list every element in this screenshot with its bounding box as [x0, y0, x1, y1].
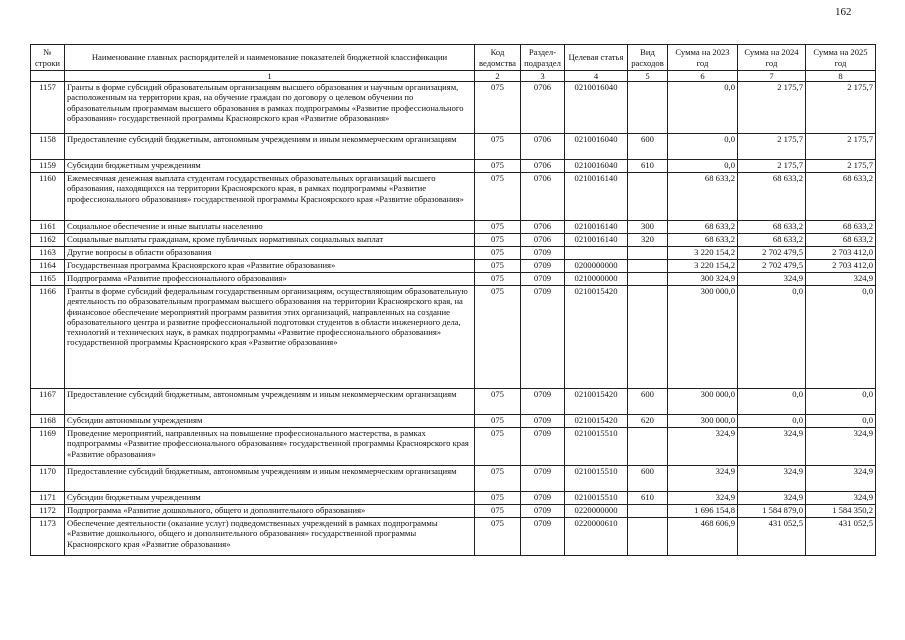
- row-sum-2023: 1 696 154,8: [668, 505, 738, 518]
- row-sum-2025: 324,9: [806, 466, 876, 492]
- row-target-item: 0210016040: [565, 134, 628, 160]
- row-section: 0706: [521, 234, 565, 247]
- row-sum-2023: 324,9: [668, 428, 738, 466]
- table-row: [31, 389, 876, 415]
- row-target-item: 0210016140: [565, 221, 628, 234]
- row-sum-2025: 431 052,5: [806, 518, 876, 556]
- row-dept-code: 075: [475, 160, 521, 173]
- row-number: 1168: [31, 415, 65, 428]
- row-sum-2025: 2 175,7: [806, 160, 876, 173]
- table-row: [31, 518, 876, 556]
- header-name: Наименование главных распорядителей и наименование показателей бюджетной классификации: [65, 45, 475, 71]
- column-index-cell: 5: [628, 71, 668, 82]
- row-sum-2025: 0,0: [806, 286, 876, 389]
- row-section: 0709: [521, 415, 565, 428]
- row-number: 1167: [31, 389, 65, 415]
- row-name: Социальное обеспечение и иные выплаты населению: [65, 221, 475, 234]
- row-target-item: 0220000610: [565, 518, 628, 556]
- row-expense-type: [628, 518, 668, 556]
- row-section: 0709: [521, 518, 565, 556]
- row-name: Субсидии бюджетным учреждениям: [65, 492, 475, 505]
- row-dept-code: 075: [475, 415, 521, 428]
- row-dept-code: 075: [475, 492, 521, 505]
- row-sum-2023: 300 000,0: [668, 286, 738, 389]
- table-row: [31, 492, 876, 505]
- header-sum-2024: Сумма на 2024 год: [738, 45, 806, 71]
- row-section: 0709: [521, 428, 565, 466]
- row-target-item: [565, 247, 628, 260]
- row-target-item: 0210015510: [565, 492, 628, 505]
- row-number: 1171: [31, 492, 65, 505]
- row-number: 1172: [31, 505, 65, 518]
- row-sum-2024: 324,9: [738, 466, 806, 492]
- row-name: Предоставление субсидий бюджетным, автономным учреждениям и иным некоммерческим организациям: [65, 466, 475, 492]
- row-section: 0706: [521, 221, 565, 234]
- row-name: Подпрограмма «Развитие профессионального образования»: [65, 273, 475, 286]
- row-name: Обеспечение деятельности (оказание услуг) подведомственных учреждений в рамках подпрограммы «Развитие дошкольного, общего и дополнительного образования» государственной программы Красноярского края «Развитие образования»: [65, 518, 475, 556]
- row-number: 1158: [31, 134, 65, 160]
- row-section: 0706: [521, 173, 565, 221]
- row-sum-2024: 2 175,7: [738, 160, 806, 173]
- row-number: 1169: [31, 428, 65, 466]
- row-sum-2023: 0,0: [668, 134, 738, 160]
- column-index-cell: 1: [65, 71, 475, 82]
- row-section: 0706: [521, 82, 565, 134]
- row-dept-code: 075: [475, 273, 521, 286]
- header-target-item: Целевая статья: [565, 45, 628, 71]
- row-sum-2025: 68 633,2: [806, 234, 876, 247]
- row-sum-2023: 3 220 154,2: [668, 260, 738, 273]
- row-sum-2025: 2 703 412,0: [806, 247, 876, 260]
- page-number: 162: [835, 6, 852, 18]
- row-sum-2024: 68 633,2: [738, 221, 806, 234]
- row-sum-2024: 2 702 479,5: [738, 260, 806, 273]
- row-number: 1163: [31, 247, 65, 260]
- row-sum-2023: 68 633,2: [668, 221, 738, 234]
- row-target-item: 0210015420: [565, 389, 628, 415]
- row-expense-type: 320: [628, 234, 668, 247]
- header-dept-code: Код ведомства: [475, 45, 521, 71]
- table-row: [31, 234, 876, 247]
- row-expense-type: 620: [628, 415, 668, 428]
- row-expense-type: 600: [628, 134, 668, 160]
- row-sum-2024: 324,9: [738, 273, 806, 286]
- row-sum-2025: 1 584 350,2: [806, 505, 876, 518]
- row-sum-2023: 68 633,2: [668, 173, 738, 221]
- table-row: [31, 260, 876, 273]
- row-target-item: 0210016040: [565, 82, 628, 134]
- row-sum-2023: 3 220 154,2: [668, 247, 738, 260]
- row-expense-type: 300: [628, 221, 668, 234]
- row-target-item: 0210015510: [565, 428, 628, 466]
- row-section: 0709: [521, 466, 565, 492]
- row-sum-2025: 324,9: [806, 492, 876, 505]
- row-sum-2025: 324,9: [806, 273, 876, 286]
- row-section: 0709: [521, 286, 565, 389]
- table-row: [31, 286, 876, 389]
- row-dept-code: 075: [475, 247, 521, 260]
- table-row: [31, 221, 876, 234]
- row-name: Предоставление субсидий бюджетным, автономным учреждениям и иным некоммерческим организациям: [65, 389, 475, 415]
- row-target-item: 0210016040: [565, 160, 628, 173]
- row-number: 1164: [31, 260, 65, 273]
- row-expense-type: [628, 505, 668, 518]
- column-index-cell: 8: [806, 71, 876, 82]
- table-body: [31, 82, 876, 556]
- row-sum-2024: 1 584 879,0: [738, 505, 806, 518]
- row-sum-2024: 0,0: [738, 286, 806, 389]
- row-sum-2023: 300 324,9: [668, 273, 738, 286]
- row-name: Субсидии автономным учреждениям: [65, 415, 475, 428]
- row-sum-2025: 68 633,2: [806, 221, 876, 234]
- row-expense-type: [628, 173, 668, 221]
- row-expense-type: [628, 247, 668, 260]
- table-row: [31, 134, 876, 160]
- column-index-cell: 2: [475, 71, 521, 82]
- row-section: 0709: [521, 260, 565, 273]
- row-number: 1165: [31, 273, 65, 286]
- row-expense-type: [628, 82, 668, 134]
- row-name: Другие вопросы в области образования: [65, 247, 475, 260]
- row-sum-2024: 2 175,7: [738, 82, 806, 134]
- row-sum-2023: 300 000,0: [668, 415, 738, 428]
- row-sum-2023: 468 606,9: [668, 518, 738, 556]
- header-sum-2023: Сумма на 2023 год: [668, 45, 738, 71]
- row-name: Проведение мероприятий, направленных на повышение профессионального мастерства, в рамках подпрограммы «Развитие профессионального образования» государственной программы Красноярского края «Развитие образования»: [65, 428, 475, 466]
- row-sum-2023: 0,0: [668, 160, 738, 173]
- row-sum-2025: 324,9: [806, 428, 876, 466]
- row-sum-2024: 68 633,2: [738, 234, 806, 247]
- row-target-item: 0220000000: [565, 505, 628, 518]
- row-sum-2025: 0,0: [806, 415, 876, 428]
- row-sum-2024: 2 702 479,5: [738, 247, 806, 260]
- row-sum-2023: 0,0: [668, 82, 738, 134]
- row-name: Гранты в форме субсидий образовательным организациям высшего образования и научным организациям, расположенным на территории края, на обучение граждан по договору о целевом обучении по образовательным программам высшего образования в рамках подпрограммы «Развитие профессионального образования» государственной программы Красноярского края «Развитие образования»: [65, 82, 475, 134]
- row-section: 0709: [521, 273, 565, 286]
- row-number: 1159: [31, 160, 65, 173]
- row-number: 1173: [31, 518, 65, 556]
- table-row: [31, 466, 876, 492]
- row-sum-2023: 324,9: [668, 466, 738, 492]
- row-section: 0706: [521, 160, 565, 173]
- row-sum-2024: 431 052,5: [738, 518, 806, 556]
- row-sum-2024: 68 633,2: [738, 173, 806, 221]
- header-section: Раздел-подраздел: [521, 45, 565, 71]
- row-target-item: 0200000000: [565, 260, 628, 273]
- row-sum-2023: 300 000,0: [668, 389, 738, 415]
- row-dept-code: 075: [475, 286, 521, 389]
- row-dept-code: 075: [475, 518, 521, 556]
- column-index-cell: 6: [668, 71, 738, 82]
- row-target-item: 0210015510: [565, 466, 628, 492]
- row-number: 1161: [31, 221, 65, 234]
- row-name: Государственная программа Красноярского края «Развитие образования»: [65, 260, 475, 273]
- row-expense-type: [628, 428, 668, 466]
- row-sum-2024: 2 175,7: [738, 134, 806, 160]
- row-expense-type: 610: [628, 160, 668, 173]
- table-row: [31, 415, 876, 428]
- row-section: 0709: [521, 492, 565, 505]
- row-dept-code: 075: [475, 505, 521, 518]
- row-dept-code: 075: [475, 173, 521, 221]
- row-sum-2025: 2 175,7: [806, 82, 876, 134]
- row-dept-code: 075: [475, 466, 521, 492]
- row-sum-2025: 68 633,2: [806, 173, 876, 221]
- row-section: 0709: [521, 247, 565, 260]
- header-expense-type: Вид расходов: [628, 45, 668, 71]
- row-sum-2025: 2 703 412,0: [806, 260, 876, 273]
- table-row: [31, 273, 876, 286]
- row-target-item: 0210016140: [565, 173, 628, 221]
- budget-table: [30, 44, 876, 556]
- row-expense-type: [628, 260, 668, 273]
- row-dept-code: 075: [475, 234, 521, 247]
- row-sum-2024: 324,9: [738, 492, 806, 505]
- row-number: 1162: [31, 234, 65, 247]
- row-expense-type: [628, 273, 668, 286]
- row-target-item: 0210015420: [565, 286, 628, 389]
- row-dept-code: 075: [475, 82, 521, 134]
- row-sum-2025: 2 175,7: [806, 134, 876, 160]
- row-sum-2023: 324,9: [668, 492, 738, 505]
- row-sum-2024: 0,0: [738, 389, 806, 415]
- row-section: 0709: [521, 389, 565, 415]
- row-dept-code: 075: [475, 389, 521, 415]
- row-dept-code: 075: [475, 260, 521, 273]
- table-row: [31, 173, 876, 221]
- column-index-cell: 7: [738, 71, 806, 82]
- row-sum-2023: 68 633,2: [668, 234, 738, 247]
- row-name: Ежемесячная денежная выплата студентам государственных образовательных организаций высшего образования, находящихся на территории Красноярского края, в рамках подпрограммы «Развитие профессионального образования» государственной программы Красноярского края «Развитие образования»: [65, 173, 475, 221]
- column-index-row: [31, 71, 876, 82]
- row-expense-type: 610: [628, 492, 668, 505]
- table-header-row: [31, 45, 876, 71]
- row-sum-2024: 0,0: [738, 415, 806, 428]
- row-expense-type: 600: [628, 389, 668, 415]
- table-row: [31, 160, 876, 173]
- row-name: Социальные выплаты гражданам, кроме публичных нормативных социальных выплат: [65, 234, 475, 247]
- column-index-cell: [31, 71, 65, 82]
- row-sum-2024: 324,9: [738, 428, 806, 466]
- row-dept-code: 075: [475, 134, 521, 160]
- row-sum-2025: 0,0: [806, 389, 876, 415]
- header-row-no: № строки: [31, 45, 65, 71]
- row-number: 1157: [31, 82, 65, 134]
- row-name: Предоставление субсидий бюджетным, автономным учреждениям и иным некоммерческим организациям: [65, 134, 475, 160]
- row-expense-type: [628, 286, 668, 389]
- row-dept-code: 075: [475, 221, 521, 234]
- row-number: 1166: [31, 286, 65, 389]
- table-row: [31, 505, 876, 518]
- row-name: Гранты в форме субсидий федеральным государственным организациям, осуществляющим образовательную деятельность по образовательным программам высшего образования на территории Красноярского края, на финансовое обеспечение мероприятий программ развития этих организаций, направленных на создание образовательного центра и развитие профессиональной подготовки студентов в области инженерного дела, технологий и технических наук, в рамках подпрограммы «Развитие профессионального образования» государственной программы Красноярского края «Развитие образования»: [65, 286, 475, 389]
- row-name: Подпрограмма «Развитие дошкольного, общего и дополнительного образования»: [65, 505, 475, 518]
- row-section: 0706: [521, 134, 565, 160]
- table-row: [31, 82, 876, 134]
- row-target-item: 0210016140: [565, 234, 628, 247]
- row-name: Субсидии бюджетным учреждениям: [65, 160, 475, 173]
- row-section: 0709: [521, 505, 565, 518]
- row-target-item: 0210015420: [565, 415, 628, 428]
- table-row: [31, 247, 876, 260]
- column-index-cell: 3: [521, 71, 565, 82]
- row-number: 1160: [31, 173, 65, 221]
- table-row: [31, 428, 876, 466]
- row-dept-code: 075: [475, 428, 521, 466]
- row-expense-type: 600: [628, 466, 668, 492]
- row-number: 1170: [31, 466, 65, 492]
- row-target-item: 0210000000: [565, 273, 628, 286]
- column-index-cell: 4: [565, 71, 628, 82]
- header-sum-2025: Сумма на 2025 год: [806, 45, 876, 71]
